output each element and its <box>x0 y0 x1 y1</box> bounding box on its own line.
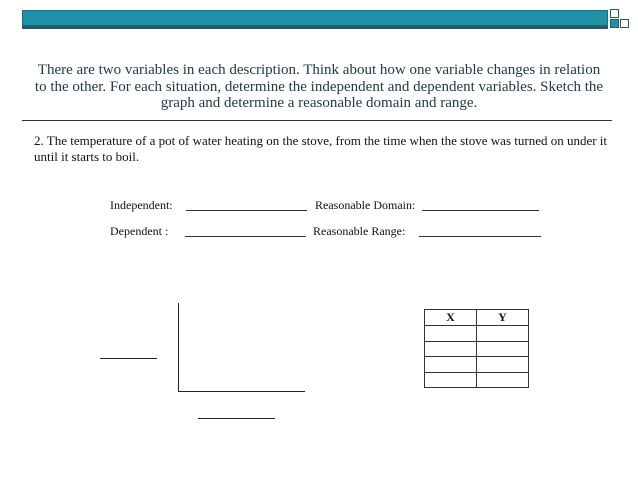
table-cell[interactable] <box>425 357 477 373</box>
y-column-header: Y <box>477 310 529 326</box>
y-axis-label-blank[interactable] <box>100 358 157 359</box>
table-cell[interactable] <box>477 341 529 357</box>
domain-label: Reasonable Domain: <box>315 198 416 212</box>
table-row <box>425 357 529 373</box>
dependent-blank[interactable] <box>185 236 306 237</box>
table-cell[interactable] <box>477 372 529 388</box>
table-row <box>425 372 529 388</box>
table-row <box>425 326 529 342</box>
graph-y-axis <box>178 303 179 392</box>
table-cell[interactable] <box>425 341 477 357</box>
title-bar <box>22 10 608 26</box>
xy-table-header-row <box>425 310 529 326</box>
table-cell[interactable] <box>477 326 529 342</box>
title-bar-underline <box>22 26 608 29</box>
corner-square-filled <box>610 19 619 28</box>
independent-label: Independent: <box>110 198 173 212</box>
x-axis-label-blank[interactable] <box>198 418 275 419</box>
dependent-label: Dependent : <box>110 224 169 238</box>
xy-table <box>424 309 529 388</box>
table-cell[interactable] <box>477 357 529 373</box>
table-cell[interactable] <box>425 326 477 342</box>
corner-square-right <box>620 19 629 28</box>
intro-text: There are two variables in each description. Think about how one variable changes in relation to the other. For each situation, determine the independent and dependent variables. Sketch the graph and determine a reasonable domain and range. <box>34 62 604 111</box>
x-column-header: X <box>425 310 477 326</box>
question-text: 2. The temperature of a pot of water heating on the stove, from the time when the stove was turned on under it until it starts to boil. <box>34 133 608 164</box>
corner-square-top <box>610 9 619 18</box>
section-divider <box>22 120 612 121</box>
table-row <box>425 341 529 357</box>
table-cell[interactable] <box>425 372 477 388</box>
independent-blank[interactable] <box>186 210 307 211</box>
graph-x-axis <box>178 391 305 392</box>
range-label: Reasonable Range: <box>313 224 406 238</box>
domain-blank[interactable] <box>422 210 539 211</box>
range-blank[interactable] <box>419 236 541 237</box>
